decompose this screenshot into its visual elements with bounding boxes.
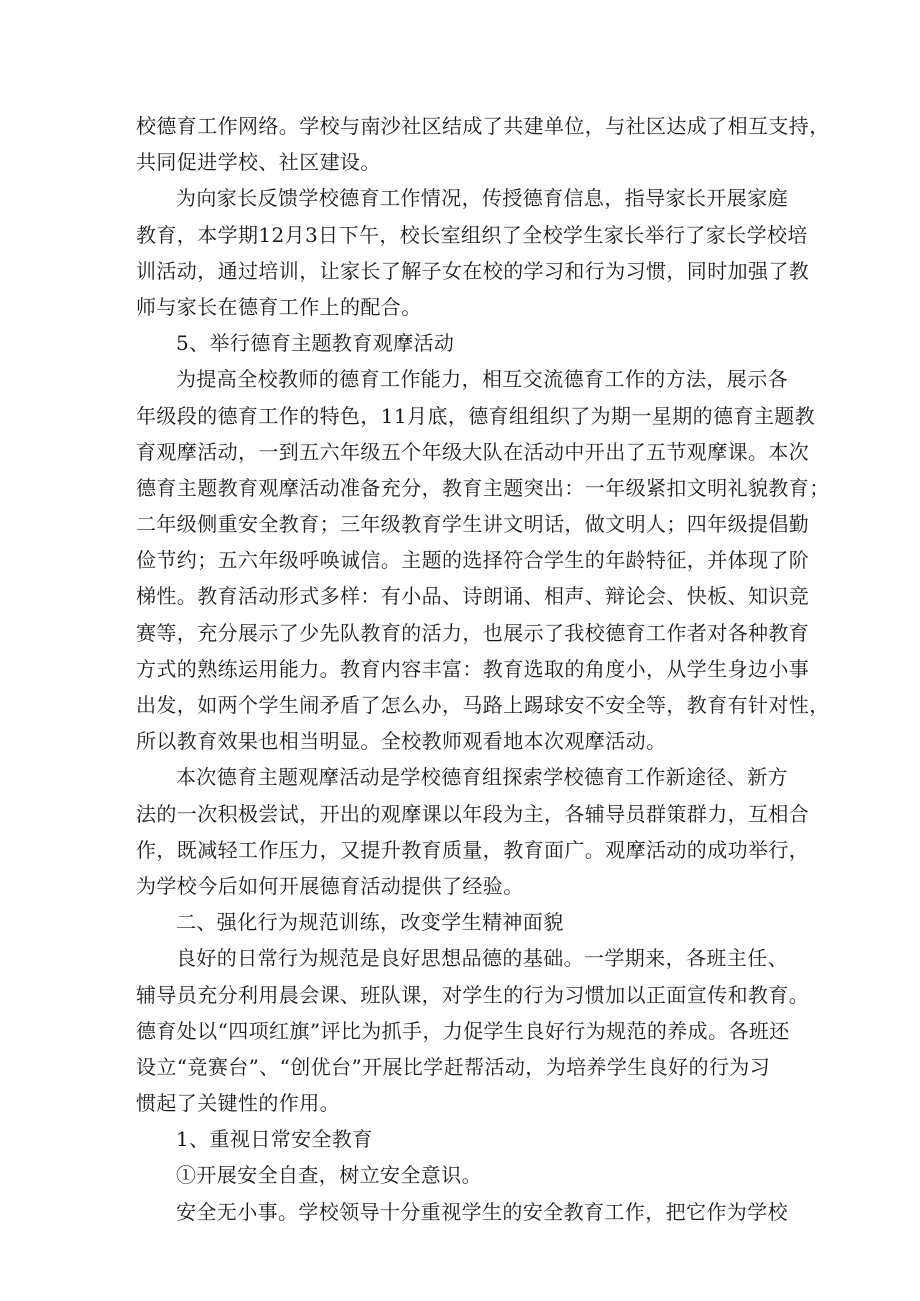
text-line: 1、重视日常安全教育 xyxy=(176,1127,373,1152)
text-line: 作，既减轻工作压力，又提升教育质量，教育面广。观摩活动的成功举行， xyxy=(136,837,810,862)
text-line: 育观摩活动，一到五六年级五个年级大队在活动中开出了五节观摩课。本次 xyxy=(136,439,810,464)
text-line: 安全无小事。学校领导十分重视学生的安全教育工作，把它作为学校 xyxy=(176,1199,788,1224)
text-line: ①开展安全自查，树立安全意识。 xyxy=(176,1163,482,1188)
text-line: 共同促进学校、社区建设。 xyxy=(136,150,381,175)
text-line: 训活动，通过培训，让家长了解子女在校的学习和行为习惯，同时加强了教 xyxy=(136,258,810,283)
text-line: 俭节约；五六年级呼唤诚信。主题的选择符合学生的年龄特征，并体现了阶 xyxy=(136,548,810,573)
text-line: 德育主题教育观摩活动准备充分，教育主题突出：一年级紧扣文明礼貌教育； xyxy=(136,475,830,500)
text-line: 教育，本学期12月3日下午，校长室组织了全校学生家长举行了家长学校培 xyxy=(136,222,808,247)
text-line: 设立“竞赛台”、“创优台”开展比学赶帮活动，为培养学生良好的行为习 xyxy=(136,1054,771,1079)
text-line: 5、举行德育主题教育观摩活动 xyxy=(176,331,455,356)
text-line: 辅导员充分利用晨会课、班队课，对学生的行为习惯加以正面宣传和教育。 xyxy=(136,982,810,1007)
text-line: 二年级侧重安全教育；三年级教育学生讲文明话，做文明人；四年级提倡勤 xyxy=(136,512,810,537)
text-line: 良好的日常行为规范是良好思想品德的基础。一学期来，各班主任、 xyxy=(176,946,788,971)
text-line: 年级段的德育工作的特色，11月底，德育组组织了为期一星期的德育主题教 xyxy=(136,403,816,428)
text-line: 为向家长反馈学校德育工作情况，传授德育信息，指导家长开展家庭 xyxy=(176,186,788,211)
document-body xyxy=(136,108,830,1230)
text-line: 校德育工作网络。学校与南沙社区结成了共建单位，与社区达成了相互支持， xyxy=(136,114,830,138)
text-line: 方式的熟练运用能力。教育内容丰富：教育选取的角度小，从学生身边小事 xyxy=(136,656,810,681)
text-line: 出发，如两个学生闹矛盾了怎么办，马路上踢球安不安全等，教育有针对性， xyxy=(136,693,830,717)
text-line: 赛等，充分展示了少先队教育的活力，也展示了我校德育工作者对各种教育 xyxy=(136,620,810,645)
text-line: 梯性。教育活动形式多样：有小品、诗朗诵、相声、辩论会、快板、知识竞 xyxy=(136,584,810,609)
text-line: 师与家长在德育工作上的配合。 xyxy=(136,294,422,319)
text-line: 德育处以“四项红旗”评比为抓手，力促学生良好行为规范的养成。各班还 xyxy=(136,1018,790,1043)
text-line: 法的一次积极尝试，开出的观摩课以年段为主，各辅导员群策群力，互相合 xyxy=(136,801,810,826)
text-line: 二、强化行为规范训练，改变学生精神面貌 xyxy=(176,910,564,935)
text-line: 所以教育效果也相当明显。全校教师观看地本次观摩活动。 xyxy=(136,729,667,754)
text-line: 本次德育主题观摩活动是学校德育组探索学校德育工作新途径、新方 xyxy=(176,765,788,790)
text-line: 惯起了关键性的作用。 xyxy=(136,1091,340,1116)
text-line: 为学校今后如何开展德育活动提供了经验。 xyxy=(136,873,524,898)
text-line: 为提高全校教师的德育工作能力，相互交流德育工作的方法，展示各 xyxy=(176,367,788,392)
